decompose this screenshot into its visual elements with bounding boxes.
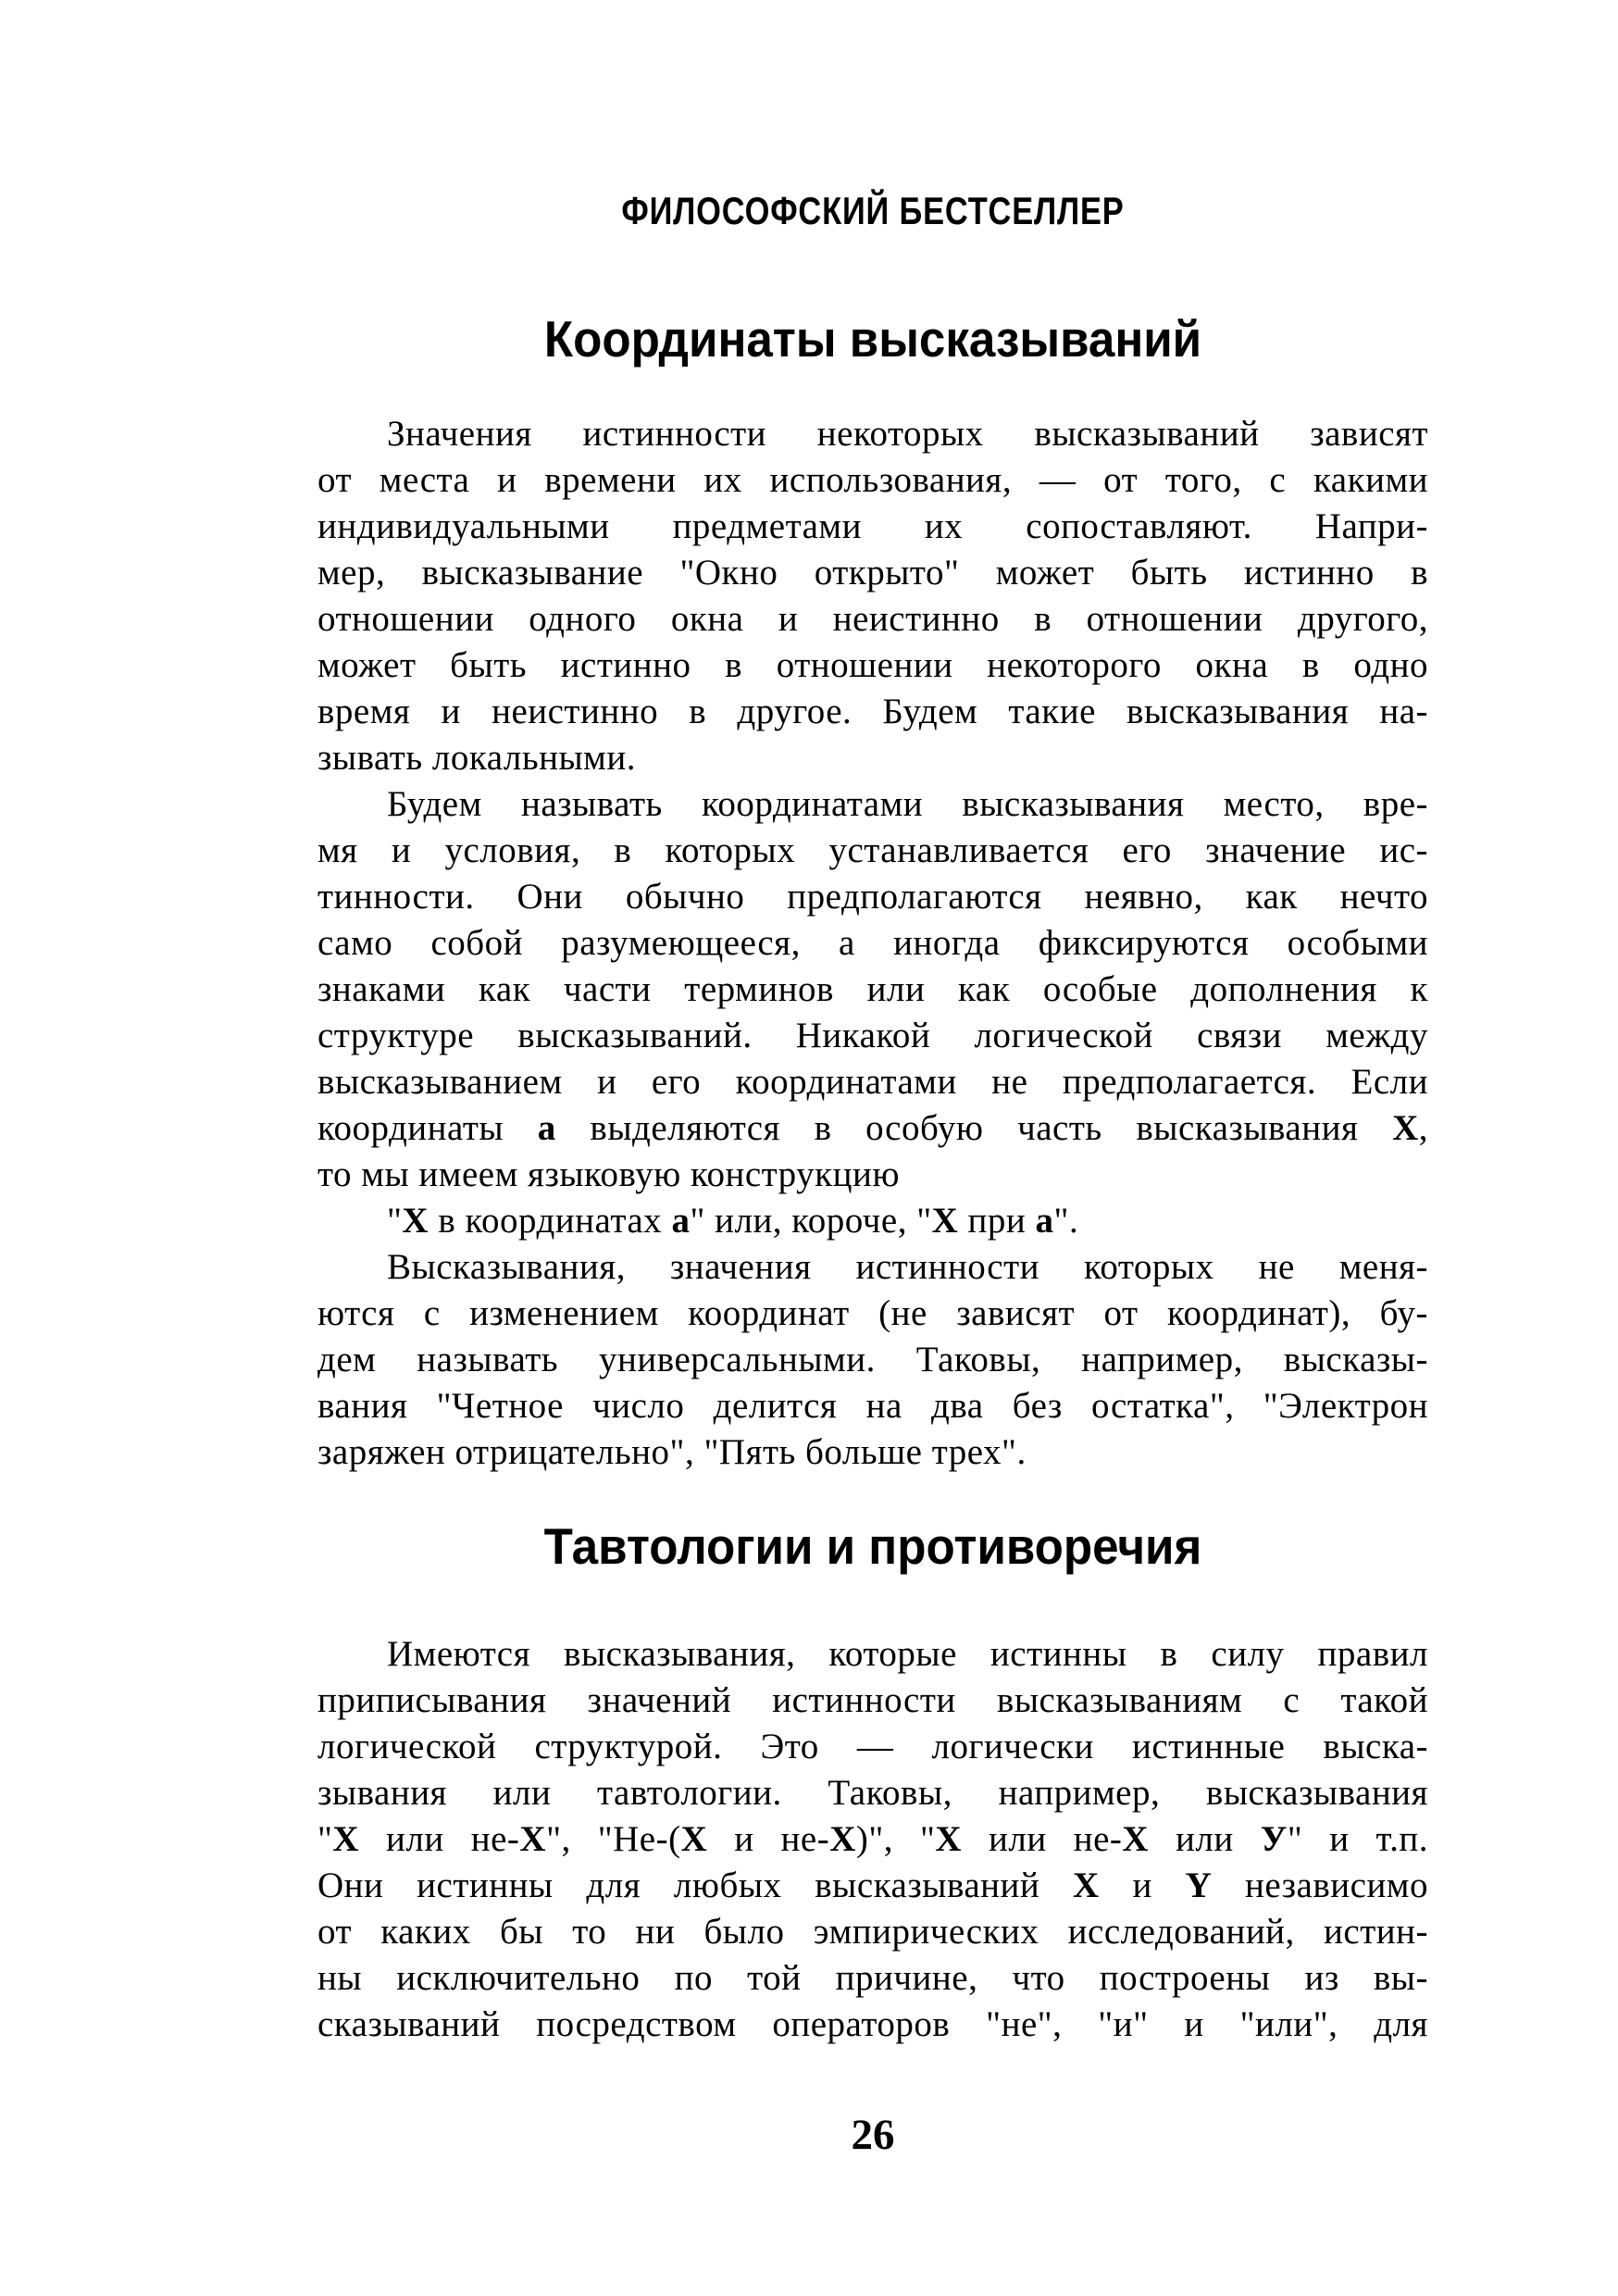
paragraph [317,411,1428,781]
text-run: то мы имеем языковую конструкцию [317,1154,900,1194]
variable-symbol: У [1260,1819,1288,1859]
paragraph [317,1631,1428,2048]
text-run: ". [1053,1201,1079,1241]
text-line [317,457,1428,504]
text-run: или не- [359,1819,520,1859]
text-line [317,920,1428,967]
text-line [317,1244,1428,1291]
text-run: независимо [1212,1866,1428,1905]
text-line [317,1770,1428,1816]
text-run: приписывания значений истинности высказываниям с такой [317,1680,1428,1720]
text-run: логической структурой. Это — логически истинные выска- [317,1727,1428,1766]
text-run: дем называть универсальными. Таковы, например, высказы- [317,1340,1428,1379]
text-line [317,828,1428,874]
text-line [317,735,1428,781]
text-run: Будем называть координатами высказывания место, вре- [387,784,1428,824]
text-line [317,1678,1428,1724]
paragraph [317,1198,1428,1244]
section-heading: Тавтологии и противоречия [543,1517,1202,1575]
text-line [317,1198,1428,1244]
text-run: Они истинны для любых высказываний [317,1866,1074,1905]
text-run: )", " [855,1819,936,1859]
text-line [317,550,1428,596]
variable-symbol: X [332,1819,360,1859]
variable-symbol: X [519,1819,547,1859]
text-line [317,2002,1428,2048]
text-run: индивидуальными предметами их сопоставляют. Напри- [317,506,1428,546]
variable-symbol: Y [1185,1866,1213,1905]
text-run: время и неистинно в другое. Будем такие высказывания на- [317,692,1428,731]
variable-symbol: X [402,1201,429,1241]
variable-symbol: X [680,1819,708,1859]
text-line [317,1909,1428,1955]
variable-symbol: X [935,1819,963,1859]
text-run: " [317,1819,333,1859]
text-line [317,1105,1428,1152]
text-run: мер, высказывание "Окно открыто" может быть истинно в [317,553,1428,593]
text-run: структуре высказываний. Никакой логической связи между [317,1016,1428,1055]
text-run: при [958,1201,1036,1241]
text-line [317,1724,1428,1770]
text-line [317,1059,1428,1105]
text-run: Имеются высказывания, которые истинны в силу правил [387,1634,1428,1674]
page-number: 26 [851,2111,895,2159]
text-run: в координатах [429,1201,672,1241]
text-run: ", "Не-( [546,1819,681,1859]
text-run: координаты [317,1108,538,1148]
series-kicker: ФИЛОСОФСКИЙ БЕСТСЕЛЛЕР [621,189,1125,232]
text-run: знаками как части терминов или как особые дополнения к [317,969,1428,1009]
paragraph [317,781,1428,1198]
text-run: " и т.п. [1287,1819,1429,1859]
text-run: , [1418,1108,1428,1148]
text-run: от места и времени их использования, — от того, с какими [317,460,1428,500]
text-run: Значения истинности некоторых высказываний зависят [387,414,1428,454]
text-line [317,1429,1428,1476]
text-run: от каких бы то ни было эмпирических исследований, истин- [317,1912,1428,1952]
variable-symbol: X [1122,1819,1150,1859]
text-run: заряжен отрицательно", "Пять больше трех". [317,1432,1027,1472]
text-line [317,1152,1428,1198]
text-run: выделяются в особую часть высказывания [555,1108,1393,1148]
text-line [317,1863,1428,1909]
text-run: зывания или тавтологии. Таковы, например, высказывания [317,1773,1428,1813]
variable-symbol: X [931,1201,959,1241]
section-heading: Координаты высказываний [543,310,1202,368]
text-line [317,1631,1428,1678]
text-line [317,1291,1428,1337]
variable-symbol: а [671,1201,691,1241]
text-line [317,1383,1428,1429]
text-line [317,1955,1428,2002]
text-run: мя и условия, в которых устанавливается его значение ис- [317,830,1428,870]
text-line [317,967,1428,1013]
variable-symbol: а [537,1108,556,1148]
paragraph [317,1244,1428,1476]
variable-symbol: X [829,1819,856,1859]
text-run: вания "Четное число делится на два без остатка", "Электрон [317,1386,1428,1426]
page-content [317,311,1428,2048]
text-line [317,1337,1428,1383]
text-run: " или, короче, " [690,1201,932,1241]
text-run: или не- [962,1819,1123,1859]
text-line [317,643,1428,689]
text-run: или [1149,1819,1261,1859]
text-line [317,596,1428,643]
text-run: отношении одного окна и неистинно в отношении другого, [317,599,1428,639]
text-line [317,689,1428,735]
text-run: ются с изменением координат (не зависят от координат), бу- [317,1293,1428,1333]
text-line [317,874,1428,920]
text-run: зывать локальными. [317,738,636,778]
text-line [317,1013,1428,1059]
variable-symbol: а [1035,1201,1054,1241]
text-line [317,781,1428,828]
text-run: может быть истинно в отношении некоторого окна в одно [317,645,1428,685]
variable-symbol: X [1392,1108,1419,1148]
text-run: и не- [707,1819,830,1859]
text-run: само собой разумеющееся, а иногда фиксируются особыми [317,923,1428,963]
text-line [317,504,1428,550]
variable-symbol: X [1073,1866,1100,1905]
text-run: Высказывания, значения истинности которых не меня- [387,1247,1428,1287]
text-line [317,411,1428,457]
text-run: сказываний посредством операторов "не", "и" и "или", для [317,2004,1428,2044]
text-run: тинности. Они обычно предполагаются неявно, как нечто [317,877,1428,917]
text-run: ны исключительно по той причине, что построены из вы- [317,1958,1428,1998]
text-run: высказыванием и его координатами не предполагается. Если [317,1062,1428,1102]
text-run: " [387,1201,403,1241]
text-run: и [1099,1866,1186,1905]
text-line [317,1816,1428,1863]
